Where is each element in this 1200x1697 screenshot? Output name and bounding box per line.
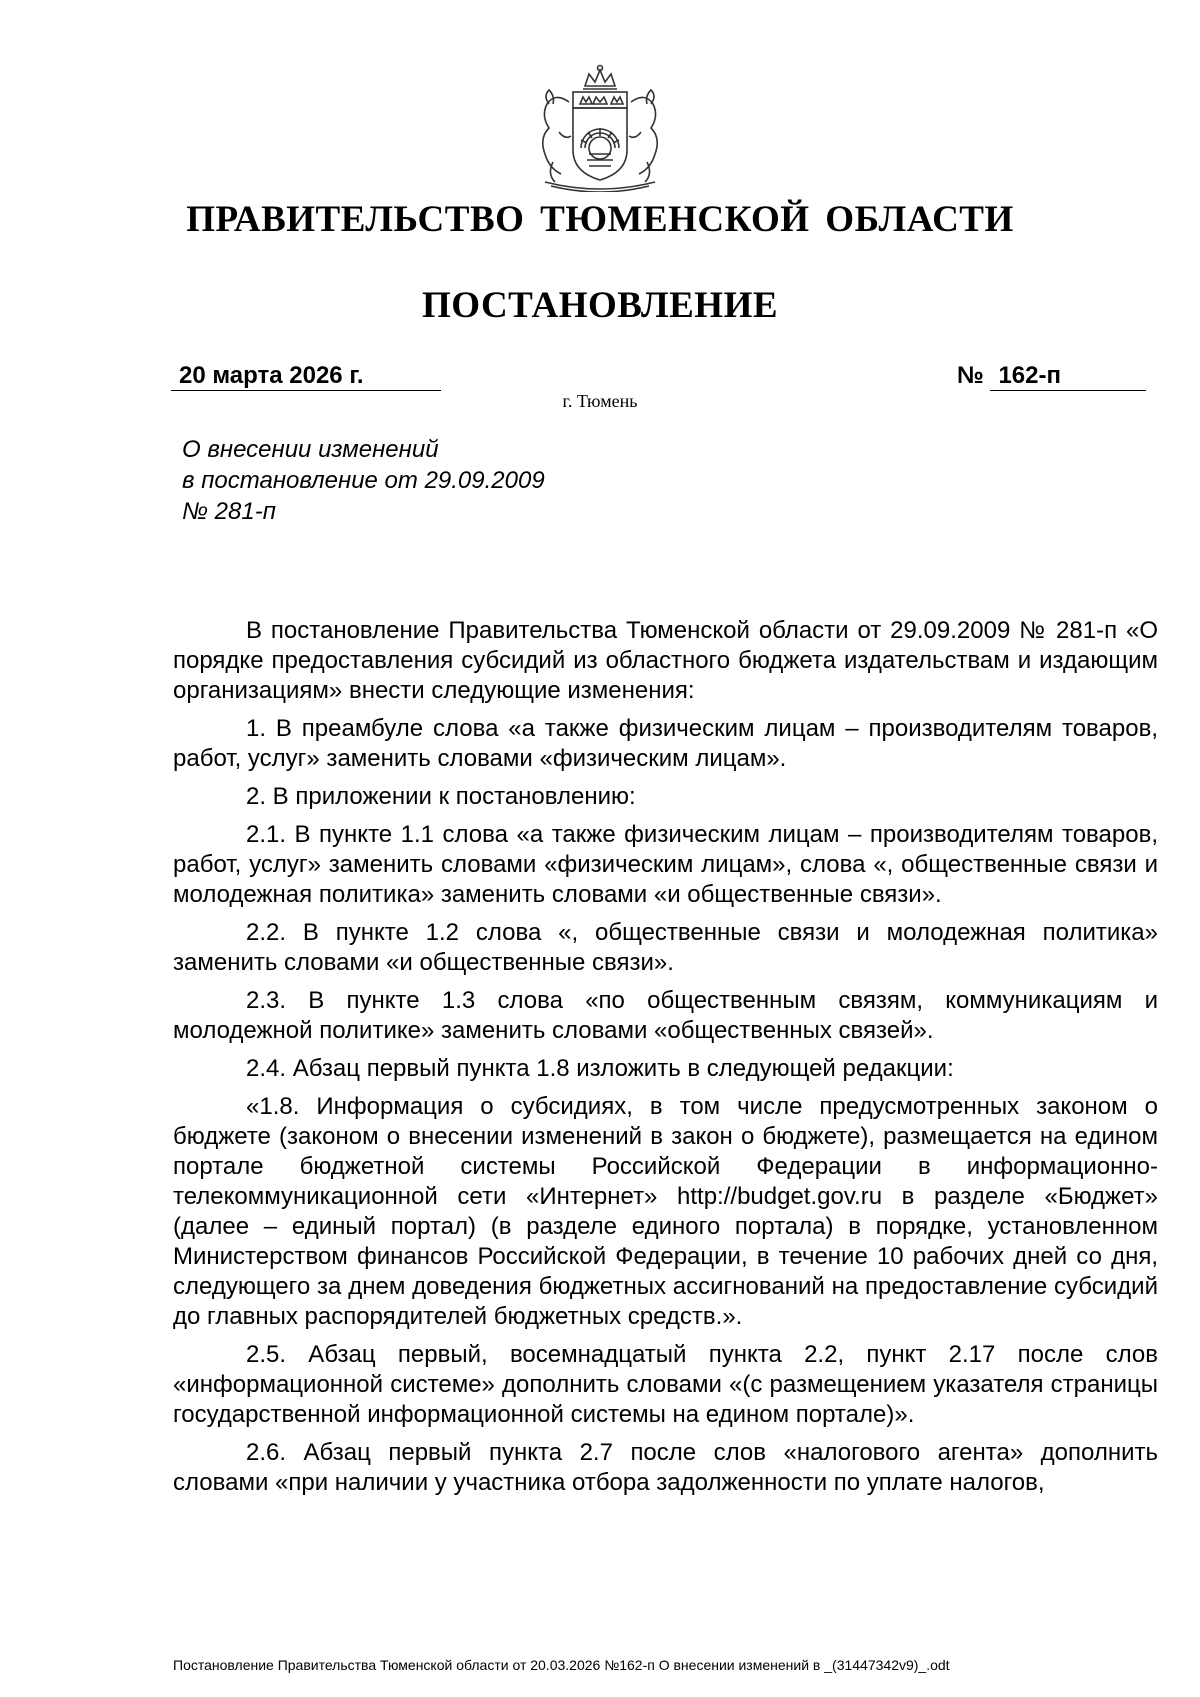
document-city: г. Тюмень	[562, 391, 638, 411]
body-paragraph: 2.4. Абзац первый пункта 1.8 изложить в следующей редакции:	[246, 1055, 954, 1082]
body-paragraph: 1. В преамбуле слова «а также физическим лицам – производителям товаров, работ, услуг» заменить словами «физическим лицам».	[173, 715, 1158, 772]
document-body	[173, 616, 1158, 1506]
document-type-title: ПОСТАНОВЛЕНИЕ	[421, 285, 779, 326]
body-paragraph: 2.6. Абзац первый пункта 2.7 после слов «налогового агента» дополнить словами «при наличии у участника отбора задолженности по уплате налогов,	[173, 1439, 1158, 1496]
coat-of-arms-icon	[525, 62, 675, 192]
body-paragraph: «1.8. Информация о субсидиях, в том числе предусмотренных законом о бюджете (законом о внесении изменений в закон о бюджете), размещается на едином портале бюджетной системы Российской Федерации в информационно-телекоммуникационной сети «Интернет» http://budget.gov.ru в разделе «Бюджет» (далее – единый портал) (в разделе единого портала) в порядке, установленном Министерством финансов Российской Федерации, в течение 10 рабочих дней со дня, следующего за днем доведения бюджетных ассигнований на предоставление субсидий до главных распорядителей бюджетных средств.».	[173, 1093, 1158, 1330]
body-paragraph: 2.1. В пункте 1.1 слова «а также физическим лицам – производителям товаров, работ, услуг» заменить словами «физическим лицам», слова «, общественные связи и молодежная политика» заменить словами «и общественные связи».	[173, 821, 1158, 908]
subject-line: в постановление от 29.09.2009	[182, 467, 545, 494]
subject-line: О внесении изменений	[182, 436, 439, 463]
body-paragraph: В постановление Правительства Тюменской области от 29.09.2009 № 281-п «О порядке предоставления субсидий из областного бюджета издательствам и издающим организациям» внести следующие изменения:	[173, 617, 1158, 704]
document-number-block	[957, 362, 1146, 391]
number-sign: №	[957, 362, 984, 389]
body-paragraph: 2.3. В пункте 1.3 слова «по общественным связям, коммуникациям и молодежной политике» заменить словами «общественных связей».	[173, 987, 1158, 1044]
organization-title: ПРАВИТЕЛЬСТВО ТЮМЕНСКОЙ ОБЛАСТИ	[186, 199, 1014, 240]
body-paragraph: 2.2. В пункте 1.2 слова «, общественные связи и молодежная политика» заменить словами «и общественные связи».	[173, 919, 1158, 976]
subject-line: № 281-п	[182, 498, 276, 525]
document-number: 162-п	[990, 362, 1146, 391]
page-footer: Постановление Правительства Тюменской области от 20.03.2026 №162-п О внесении изменений в _(31447342v9)_.odt	[173, 1657, 950, 1673]
body-paragraph: 2.5. Абзац первый, восемнадцатый пункта 2.2, пункт 2.17 после слов «информационной системе» дополнить словами «(с размещением указателя страницы государственной информационной системы на едином портале)».	[173, 1341, 1158, 1428]
body-paragraph: 2. В приложении к постановлению:	[246, 783, 636, 810]
document-subject	[182, 434, 545, 527]
document-date: 20 марта 2026 г.	[171, 362, 441, 391]
